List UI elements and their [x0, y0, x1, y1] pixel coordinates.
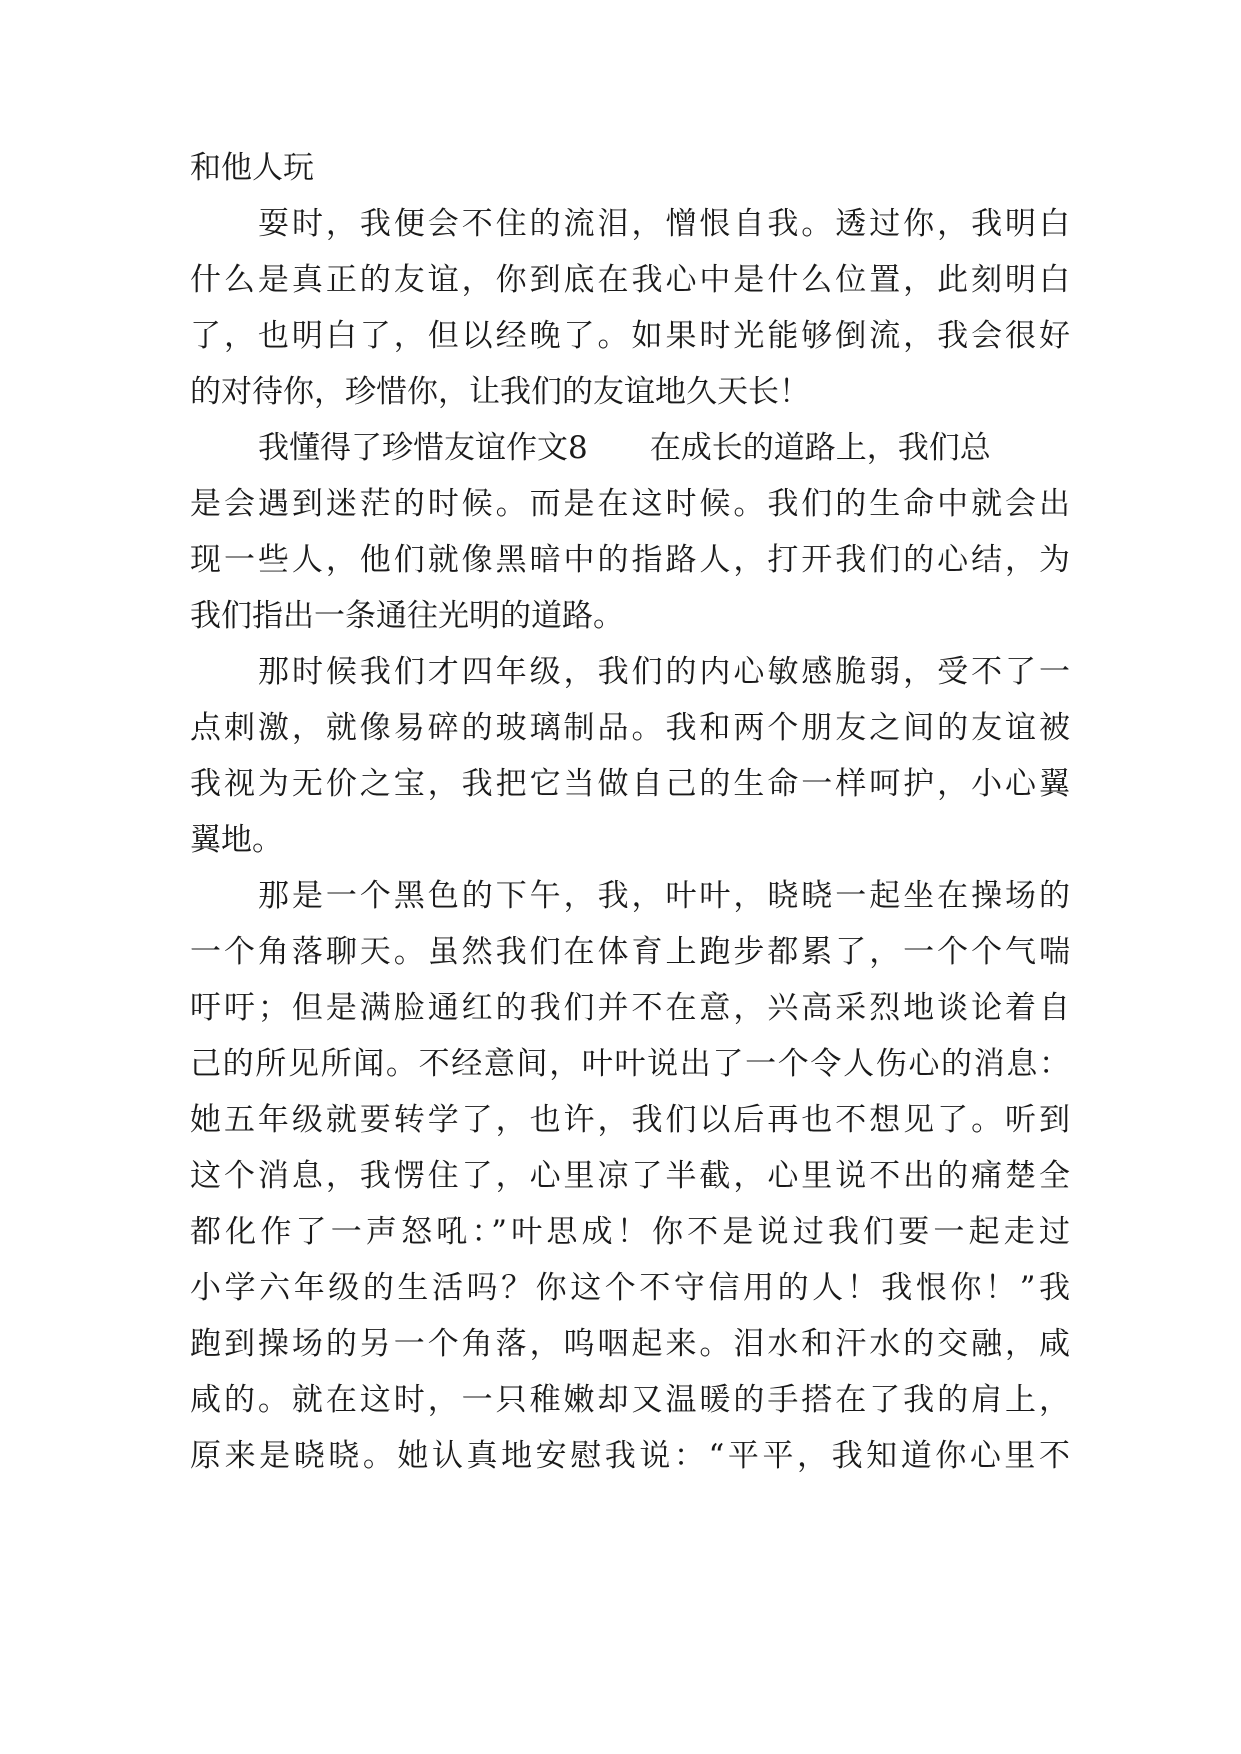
text-line: 和他人玩 [190, 150, 314, 186]
text-fragment: 在成长的道路上，我们总 [649, 430, 991, 466]
text-line: 耍时，我便会不住的流泪，憎恨自我。透过你，我明白 [258, 206, 1070, 242]
text-line: 我视为无价之宝，我把它当做自己的生命一样呵护，小心翼 [190, 766, 1070, 802]
essay-heading: 我懂得了珍惜友谊作文8 [258, 430, 588, 466]
heading-line [258, 418, 1070, 478]
text-line: 一个角落聊天。虽然我们在体育上跑步都累了，一个个气喘 [190, 934, 1070, 970]
text-line: 的对待你，珍惜你，让我们的友谊地久天长！ [190, 374, 810, 410]
text-line: 小学六年级的生活吗？你这个不守信用的人！我恨你！”我 [190, 1270, 1070, 1306]
text-line: 现一些人，他们就像黑暗中的指路人，打开我们的心结，为 [190, 542, 1070, 578]
text-line: 这个消息，我愣住了，心里凉了半截，心里说不出的痛楚全 [190, 1158, 1070, 1194]
text-line: 什么是真正的友谊，你到底在我心中是什么位置，此刻明白 [190, 262, 1070, 298]
text-line: 那是一个黑色的下午，我，叶叶，晓晓一起坐在操场的 [258, 878, 1070, 914]
text-line: 了，也明白了，但以经晚了。如果时光能够倒流，我会很好 [190, 318, 1070, 354]
text-line: 我们指出一条通往光明的道路。 [190, 598, 624, 634]
text-line: 点刺激，就像易碎的玻璃制品。我和两个朋友之间的友谊被 [190, 710, 1070, 746]
text-line: 她五年级就要转学了，也许，我们以后再也不想见了。听到 [190, 1102, 1070, 1138]
text-line: 己的所见所闻。不经意间，叶叶说出了一个令人伤心的消息： [190, 1046, 1070, 1082]
text-line: 那时候我们才四年级，我们的内心敏感脆弱，受不了一 [258, 654, 1070, 690]
text-line: 咸的。就在这时，一只稚嫩却又温暖的手搭在了我的肩上， [190, 1382, 1070, 1418]
text-line: 翼地。 [190, 822, 283, 858]
text-line: 吁吁；但是满脸通红的我们并不在意，兴高采烈地谈论着自 [190, 990, 1070, 1026]
text-line: 都化作了一声怒吼：”叶思成！你不是说过我们要一起走过 [190, 1214, 1070, 1250]
text-line: 是会遇到迷茫的时候。而是在这时候。我们的生命中就会出 [190, 486, 1070, 522]
text-line: 跑到操场的另一个角落，呜咽起来。泪水和汗水的交融，咸 [190, 1326, 1070, 1362]
text-line: 原来是晓晓。她认真地安慰我说：“平平，我知道你心里不 [190, 1438, 1070, 1474]
